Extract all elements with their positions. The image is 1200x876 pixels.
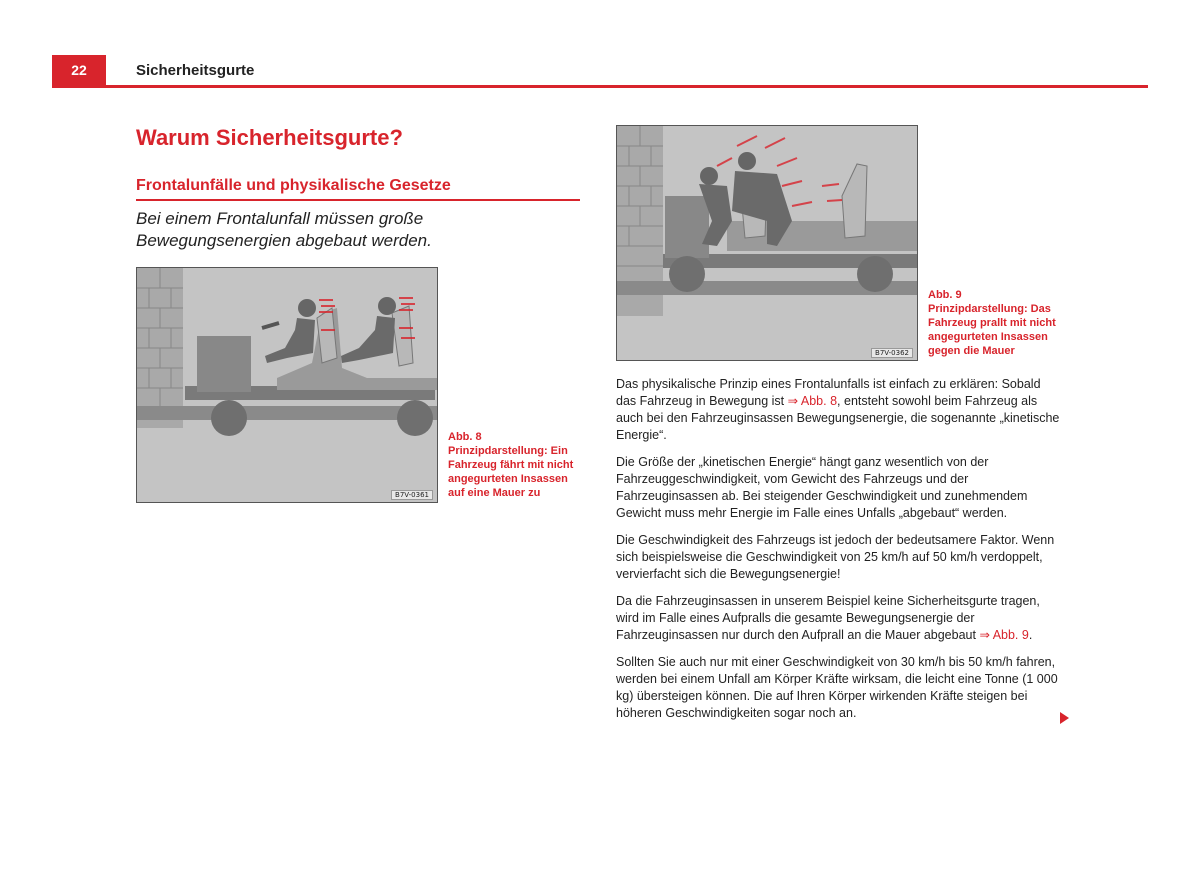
paragraph-text: , entsteht sowohl beim Fahrzeug als auch bei den Fahrzeuginsassen Bewegungsenergie, die sogenannte „kinetische Energie“. — [616, 394, 1060, 442]
figure-reference-link[interactable]: ⇒ Abb. 8 — [787, 394, 838, 408]
figure-caption-text: Prinzipdarstellung: Ein Fahrzeug fährt mit nicht angegurteten Insassen auf eine Mauer zu — [448, 445, 574, 499]
figure-9-illustration — [616, 125, 918, 361]
paragraph: Sollten Sie auch nur mit einer Geschwindigkeit von 30 km/h bis 50 km/h fahren, werden bei einem Unfall am Körper Kräfte wirksam, die leicht eine Tonne (1 000 kg) übersteigen können. Die auf Ihren Körper wirkenden Kräfte steigen bei höheren Geschwindigkeiten sogar noch an. — [616, 655, 1058, 720]
page-header — [52, 55, 1148, 88]
body-text — [616, 376, 1062, 732]
figure-8-illustration — [136, 267, 438, 503]
paragraph-text: Da die Fahrzeuginsassen in unserem Beispiel keine Sicherheitsgurte tragen, wird im Falle eines Aufpralls die gesamte Bewegungsenergie der Fahrzeuginsassen nur durch den Aufprall an die Mauer abgebaut — [616, 594, 1040, 642]
paragraph: Die Größe der „kinetischen Energie“ hängt ganz wesentlich von der Fahrzeuggeschwindigkeit, vom Gewicht des Fahrzeugs und der Fahrzeuginsassen ab. Bei steigender Geschwindigkeit und zunehmendem Gewicht muss mehr Energie im Falle eines Unfalls „abgebaut“ werden. — [616, 455, 1028, 520]
paragraph — [616, 593, 1062, 644]
figure-9-caption — [928, 288, 1058, 358]
figure-code: B7V-0362 — [871, 348, 913, 358]
paragraph: Die Geschwindigkeit des Fahrzeugs ist jedoch der bedeutsamere Faktor. Wenn sich beispielsweise die Geschwindigkeit von 25 km/h auf 50 km/h verdoppelt, vervierfacht sich die Bewegungsenergie! — [616, 533, 1055, 581]
subsection-title: Frontalunfälle und physikalische Gesetze — [136, 177, 580, 201]
figure-caption-text: Prinzipdarstellung: Das Fahrzeug prallt mit nicht angegurteten Insassen gegen die Mauer — [928, 303, 1056, 357]
continue-arrow-icon — [1060, 712, 1069, 724]
figure-reference-link[interactable]: ⇒ Abb. 9 — [979, 628, 1029, 642]
paragraph-text: . — [1028, 628, 1033, 642]
figure-code: B7V-0361 — [391, 490, 433, 500]
intro-text: Bei einem Frontalunfall müssen große Bewegungsenergien abgebaut werden. — [136, 209, 432, 250]
figure-label: Abb. 9 — [928, 289, 962, 301]
page-number: 22 — [52, 55, 106, 85]
paragraph-text: Das physikalische Prinzip eines Frontalunfalls ist einfach zu erklären: Sobald das Fahrzeug in Bewegung ist — [616, 377, 1041, 408]
figure-8-caption — [448, 430, 576, 500]
section-title: Sicherheitsgurte — [136, 62, 255, 79]
figure-label: Abb. 8 — [448, 431, 482, 443]
paragraph — [616, 376, 1062, 444]
page-title: Warum Sicherheitsgurte? — [136, 125, 403, 150]
